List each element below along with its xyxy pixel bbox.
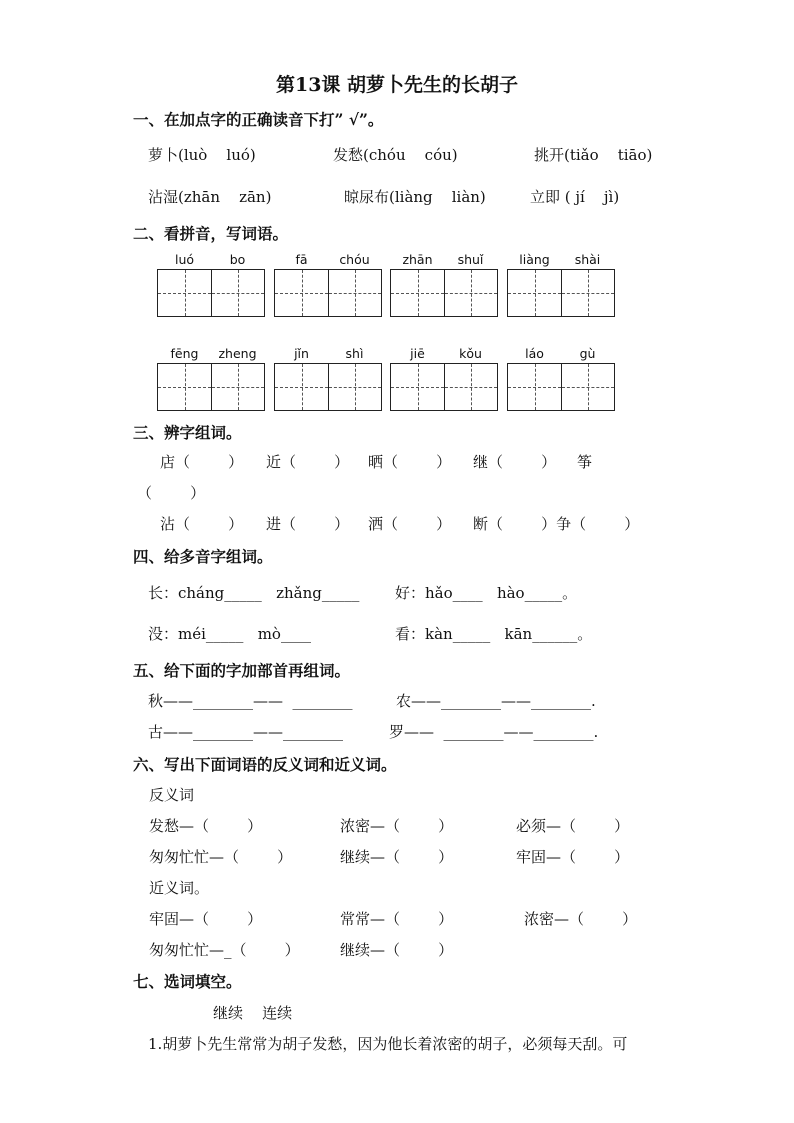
s6-item: 继续—（ ） <box>340 848 454 866</box>
s5-item: 古——________——________ <box>148 723 344 741</box>
s6-item: 发愁—（ ） <box>149 817 263 835</box>
pinyin-label: bo <box>229 252 246 267</box>
grid-cell[interactable] <box>444 270 497 316</box>
grid-cell[interactable] <box>444 364 497 410</box>
page-title: 第13课 胡萝卜先生的长胡子 <box>275 74 519 96</box>
s6-item: 继续—（ ） <box>340 941 454 959</box>
grid-cell[interactable] <box>328 270 381 316</box>
pinyin-label: kǒu <box>459 346 482 361</box>
s3-item: 沾（ ） <box>160 515 244 533</box>
pinyin-label: zhān <box>402 252 433 267</box>
section-3-heading: 三、辨字组词。 <box>133 423 242 442</box>
writing-grid[interactable] <box>390 269 498 317</box>
section-2-heading: 二、看拼音，写词语。 <box>133 224 289 243</box>
section-1-heading: 一、在加点字的正确读音下打” √”。 <box>133 110 384 129</box>
pinyin-label: luó <box>174 252 195 267</box>
section-7-heading: 七、选词填空。 <box>133 972 242 991</box>
pinyin-label: fā <box>295 252 308 267</box>
grid-cell[interactable] <box>211 270 264 316</box>
pinyin-label: gù <box>579 346 596 361</box>
question-1: 1.胡萝卜先生常常为胡子发愁，因为他长着浓密的胡子，必须每天刮。可 <box>148 1035 628 1053</box>
s6-item: 常常—（ ） <box>340 910 454 928</box>
grid-cell[interactable] <box>508 364 561 410</box>
s3-item: 店（ ） <box>160 453 244 471</box>
writing-grid[interactable] <box>274 363 382 411</box>
s6-item: 匆匆忙忙—（ ） <box>149 848 293 866</box>
s4-item: 长：cháng_____ zhǎng_____ <box>148 584 360 602</box>
s3-item: 继（ ） <box>473 453 557 471</box>
grid-cell[interactable] <box>211 364 264 410</box>
pinyin-label: shuǐ <box>457 252 484 267</box>
s1-item: 晾尿布(liàng liàn) <box>344 188 486 206</box>
grid-cell[interactable] <box>561 364 614 410</box>
grid-cell[interactable] <box>158 270 211 316</box>
section-6-heading: 六、写出下面词语的反义词和近义词。 <box>133 755 397 774</box>
word-choices: 继续 连续 <box>213 1004 293 1022</box>
s3-item: 筝 <box>577 453 593 471</box>
s4-item: 好：hǎo____ hào_____。 <box>395 584 578 602</box>
writing-grid[interactable] <box>507 363 615 411</box>
s6-item: 必须—（ ） <box>516 817 630 835</box>
grid-cell[interactable] <box>328 364 381 410</box>
writing-grid[interactable] <box>274 269 382 317</box>
section-4-heading: 四、给多音字组词。 <box>133 547 273 566</box>
s3-item: 晒（ ） <box>368 453 452 471</box>
s1-item: 立即 ( jí jì) <box>530 188 620 206</box>
s5-item: 秋——________—— ________ <box>148 692 353 710</box>
s5-item: 罗—— ________——________. <box>389 723 599 741</box>
s6-item: 浓密—（ ） <box>340 817 454 835</box>
pinyin-label: jǐn <box>294 346 309 361</box>
s5-item: 农——________——________. <box>396 692 596 710</box>
s4-item: 没：méi_____ mò____ <box>148 625 311 643</box>
pinyin-label: jiē <box>410 346 425 361</box>
pinyin-label: láo <box>525 346 544 361</box>
s1-item: 挑开(tiǎo tiāo) <box>534 146 653 164</box>
pinyin-label: fēng <box>170 346 199 361</box>
writing-grid[interactable] <box>157 363 265 411</box>
antonym-label: 反义词 <box>149 786 195 804</box>
section-5-heading: 五、给下面的字加部首再组词。 <box>133 661 351 680</box>
grid-cell[interactable] <box>391 364 444 410</box>
s6-item: 浓密—（ ） <box>524 910 638 928</box>
pinyin-label: shì <box>345 346 364 361</box>
grid-cell[interactable] <box>158 364 211 410</box>
s3-item: 近（ ） <box>266 453 350 471</box>
s6-item: 牢固—（ ） <box>149 910 263 928</box>
grid-cell[interactable] <box>275 364 328 410</box>
writing-grid[interactable] <box>507 269 615 317</box>
pinyin-label: shài <box>574 252 601 267</box>
pinyin-label: liàng <box>519 252 550 267</box>
s3-item: 断（ ）争（ ） <box>473 515 640 533</box>
s6-item: 牢固—（ ） <box>516 848 630 866</box>
s1-item: 萝卜(luò luó) <box>148 146 256 164</box>
writing-grid[interactable] <box>390 363 498 411</box>
s1-item: 发愁(chóu cóu) <box>333 146 458 164</box>
pinyin-label: zheng <box>218 346 257 361</box>
s1-item: 沾湿(zhān zān) <box>148 188 272 206</box>
s3-item: 进（ ） <box>266 515 350 533</box>
grid-cell[interactable] <box>391 270 444 316</box>
s6-item: 匆匆忙忙—_（ ） <box>149 941 300 959</box>
writing-grid[interactable] <box>157 269 265 317</box>
s3-item: （ ） <box>137 484 206 502</box>
s4-item: 看：kàn_____ kān______。 <box>395 625 593 643</box>
s3-item: 洒（ ） <box>368 515 452 533</box>
grid-cell[interactable] <box>275 270 328 316</box>
grid-cell[interactable] <box>508 270 561 316</box>
grid-cell[interactable] <box>561 270 614 316</box>
synonym-label: 近义词。 <box>149 879 210 897</box>
pinyin-label: chóu <box>339 252 370 267</box>
